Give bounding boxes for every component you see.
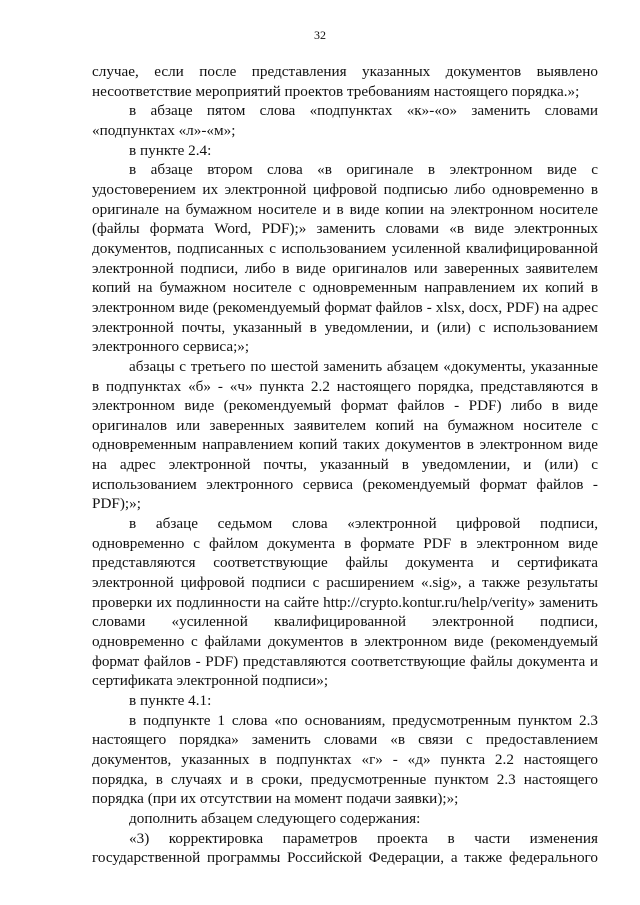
paragraph: в подпункте 1 слова «по основаниям, предусмотренным пунктом 2.3 настоящего порядка» заменить словами «в связи с предоставлением документов, указанных в подпунктах «г» - «д» пункта 2.2 настоящего порядка, в случаях и в сроки, предусмотренные пунктом 2.3 настоящего порядка (при их отсутствии на момент подачи заявки);»; <box>92 711 598 808</box>
paragraph: дополнить абзацем следующего содержания: <box>129 809 421 827</box>
paragraph: в пункте 2.4: <box>129 141 212 159</box>
page-number: 32 <box>314 28 326 42</box>
document-body <box>92 62 598 868</box>
paragraph: в абзаце пятом слова «подпунктах «к»-«о» заменить словами «подпунктах «л»-«м»; <box>92 102 598 139</box>
paragraph: в абзаце седьмом слова «электронной цифровой подписи, одновременно с файлом документа в формате PDF в электронном виде представляются соответствующие файлы документа и сертификата электронной цифровой подписи с расширением «.sig», а также результаты проверки их подлинности на сайте http://crypto.kontur.ru/help/verity» заменить словами «усиленной квалифицированной электронной подписи, одновременно с файлами документов в электронном виде (рекомендуемый формат файлов - PDF) представляются соответствующие файлы документа и сертификата электронной подписи»; <box>92 515 598 690</box>
paragraph: случае, если после представления указанных документов выявлено несоответствие мероприятий проектов требованиям настоящего порядка.»; <box>92 63 598 100</box>
paragraph: абзацы с третьего по шестой заменить абзацем «документы, указанные в подпунктах «б» - «ч» пункта 2.2 настоящего порядка, представляются в электронном виде (рекомендуемый формат файлов - PDF) либо в виде оригиналов или заверенных заявителем копий на бумажном носителе с одновременным направлением копий таких документов в электронном виде на адрес электронной почты, указанный в уведомлении, и (или) с использованием электронного сервиса (рекомендуемый формат файлов - PDF);»; <box>92 357 598 513</box>
paragraph: в абзаце втором слова «в оригинале в электронном виде с удостоверением их электронной цифровой подписью либо одновременно в оригинале на бумажном носителе и в виде копии на электронном носителе (файлы формата Word, PDF);» заменить словами «в виде электронных документов, подписанных с использованием усиленной квалифицированной электронной подписи, либо в виде оригиналов или заверенных заявителем копий на бумажном носителе с одновременным направлением их копий в электронном виде (рекомендуемый формат файлов - xlsx, docx, PDF) на адрес электронной почты, указанный в уведомлении, и (или) с использованием электронного сервиса;»; <box>92 161 598 356</box>
paragraph: «3) корректировка параметров проекта в части изменения государственной программы Российской Федерации, а также федерального <box>92 829 598 867</box>
paragraph: в пункте 4.1: <box>129 692 212 709</box>
